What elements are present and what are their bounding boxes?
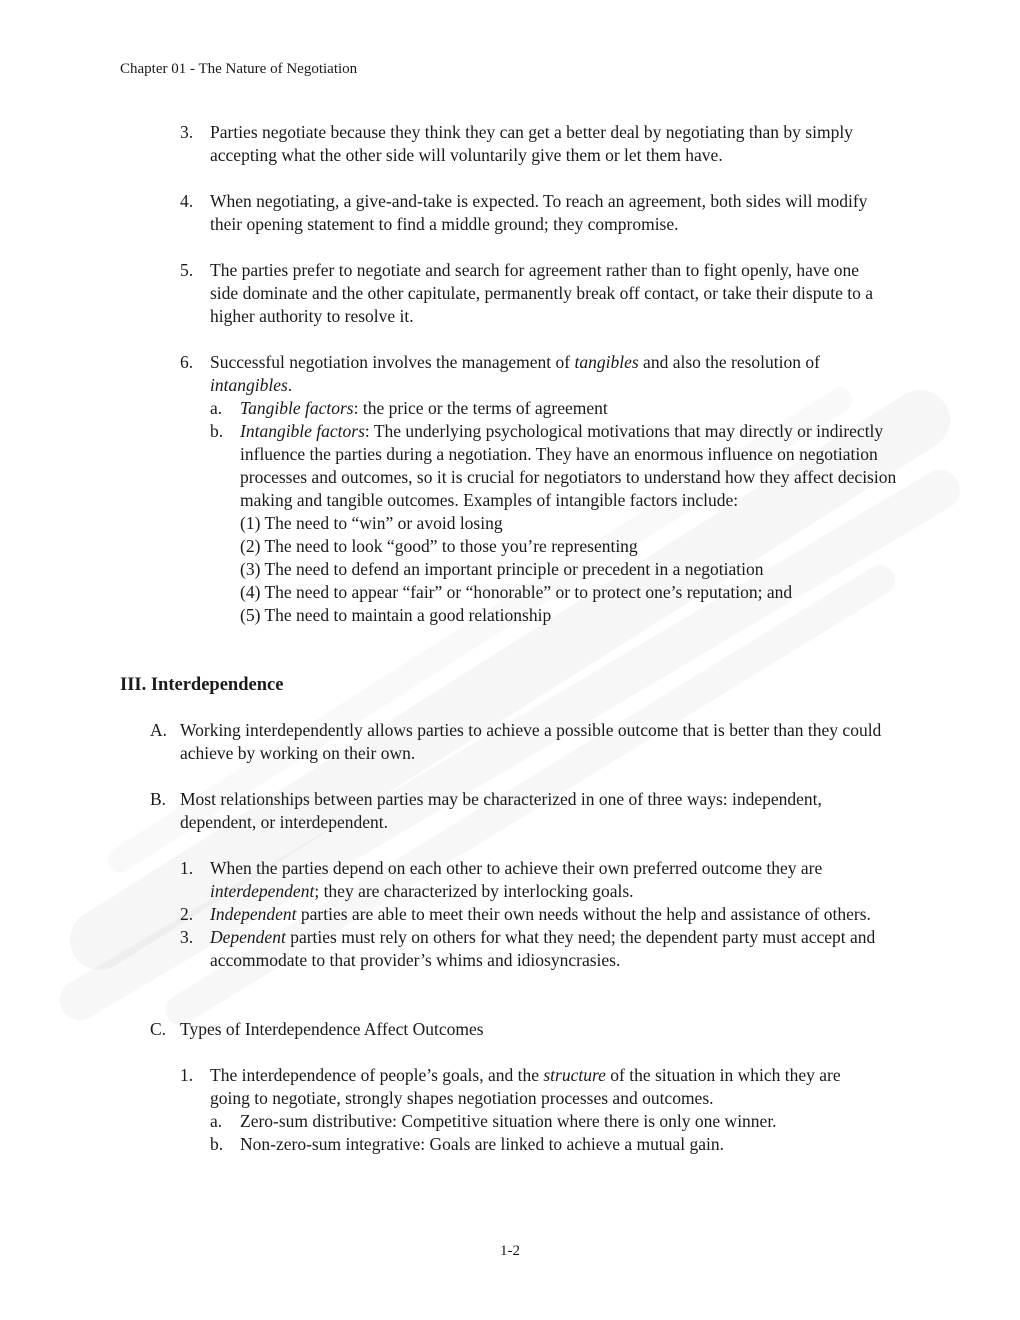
text-run: and also the resolution of	[638, 352, 820, 372]
emphasis: interdependent	[210, 881, 315, 901]
list-text: Non-zero-sum integrative: Goals are linked to achieve a mutual gain.	[240, 1134, 724, 1154]
text-run: : The underlying psychological motivations that may directly or indirectly influence the parties during a negotiation. They have an enormous influence on negotiation processes and outcomes, so it is crucial for negotiators to understand how they affect decision making and tangible outcomes. Examples of intangible factors include:	[240, 421, 897, 510]
section-heading: III. Interdependence	[120, 675, 284, 695]
list-number: (3)	[240, 559, 261, 579]
text-run: ; they are characterized by interlocking goals.	[314, 881, 634, 901]
list-number: a.	[210, 398, 223, 418]
list-text: The need to maintain a good relationship	[264, 605, 552, 625]
list-number: (4)	[240, 582, 261, 602]
page-number: 1-2	[500, 1243, 520, 1259]
list-number: 2.	[180, 904, 194, 924]
list-number: 6.	[180, 352, 194, 372]
list-text: Most relationships between parties may be characterized in one of three ways: independent, dependent, or interdependent.	[180, 789, 822, 832]
list-number: b.	[210, 421, 224, 441]
list-number: 4.	[180, 191, 194, 211]
list-item-3	[180, 121, 890, 167]
list-text: The need to “win” or avoid losing	[264, 513, 503, 533]
text-run: of the situation in which they are going to negotiate, strongly shapes negotiation processes and outcomes.	[210, 1065, 841, 1108]
emphasis: Intangible factors	[240, 421, 365, 441]
list-text: Parties negotiate because they think they can get a better deal by negotiating than by simply accepting what the other side will voluntarily give them or let them have.	[210, 122, 853, 165]
list-number: 3.	[180, 122, 194, 142]
list-item-5	[180, 259, 890, 328]
text-run: parties are able to meet their own needs without the help and assistance of others.	[296, 904, 871, 924]
list-text	[240, 420, 900, 512]
list-item	[180, 903, 890, 926]
list-text: Zero-sum distributive: Competitive situation where there is only one winner.	[240, 1111, 777, 1131]
list-number: (5)	[240, 605, 261, 625]
list-item	[180, 857, 890, 903]
sub-item-b	[210, 420, 900, 627]
list-item-4	[180, 190, 890, 236]
list-number: (2)	[240, 536, 261, 556]
text-run: The interdependence of people’s goals, and the	[210, 1065, 544, 1085]
list-text	[240, 397, 900, 420]
list-text: The need to defend an important principle or precedent in a negotiation	[264, 559, 764, 579]
list-text	[210, 1064, 880, 1110]
list-text: The need to appear “fair” or “honorable” or to protect one’s reputation; and	[264, 582, 793, 602]
list-item	[180, 926, 890, 972]
list-text: When negotiating, a give-and-take is expected. To reach an agreement, both sides will modify their opening statement to find a middle ground; they compromise.	[210, 191, 868, 234]
example-item	[240, 581, 900, 604]
emphasis: intangibles	[210, 375, 288, 395]
example-item	[240, 558, 900, 581]
page-header: Chapter 01 - The Nature of Negotiation	[120, 61, 358, 77]
list-text	[210, 903, 890, 926]
section-item-b	[150, 788, 840, 834]
list-number: A.	[150, 720, 168, 740]
example-item	[240, 512, 900, 535]
text-run: When the parties depend on each other to achieve their own preferred outcome they are	[210, 858, 823, 878]
emphasis: tangibles	[574, 352, 639, 372]
list-text: Working interdependently allows parties to achieve a possible outcome that is better than they could achieve by working on their own.	[180, 720, 882, 763]
list-number: 1.	[180, 1065, 194, 1085]
emphasis: Tangible factors	[240, 398, 354, 418]
text-run: : the price or the terms of agreement	[353, 398, 608, 418]
sub-item-a	[210, 1110, 880, 1133]
c-list-item-1	[180, 1064, 880, 1156]
list-text: The need to look “good” to those you’re representing	[264, 536, 638, 556]
list-number: b.	[210, 1134, 224, 1154]
list-number: (1)	[240, 513, 261, 533]
list-number: C.	[150, 1019, 167, 1039]
b-list	[180, 857, 890, 972]
examples-list	[240, 512, 900, 627]
text-run: Successful negotiation involves the management of	[210, 352, 575, 372]
example-item	[240, 604, 900, 627]
list-text: Types of Interdependence Affect Outcomes	[180, 1019, 484, 1039]
list-number: 1.	[180, 858, 194, 878]
list-text	[210, 926, 890, 972]
section-item-c	[150, 1018, 900, 1041]
section-item-a	[150, 719, 900, 765]
list-number: B.	[150, 789, 167, 809]
list-number: 5.	[180, 260, 194, 280]
text-run: .	[287, 375, 293, 395]
sub-item-a	[210, 397, 900, 420]
list-number: 3.	[180, 927, 194, 947]
emphasis: Dependent	[210, 927, 286, 947]
list-text	[210, 351, 900, 397]
emphasis: Independent	[210, 904, 297, 924]
sub-item-b	[210, 1133, 880, 1156]
list-number: a.	[210, 1111, 223, 1131]
list-item-6	[180, 351, 900, 627]
text-run: parties must rely on others for what they need; the dependent party must accept and accommodate to that provider’s whims and idiosyncrasies.	[210, 927, 876, 970]
example-item	[240, 535, 900, 558]
emphasis: structure	[543, 1065, 606, 1085]
list-text	[210, 857, 890, 903]
list-text: The parties prefer to negotiate and search for agreement rather than to fight openly, have one side dominate and the other capitulate, permanently break off contact, or take their dispute to a higher authority to resolve it.	[210, 260, 873, 326]
